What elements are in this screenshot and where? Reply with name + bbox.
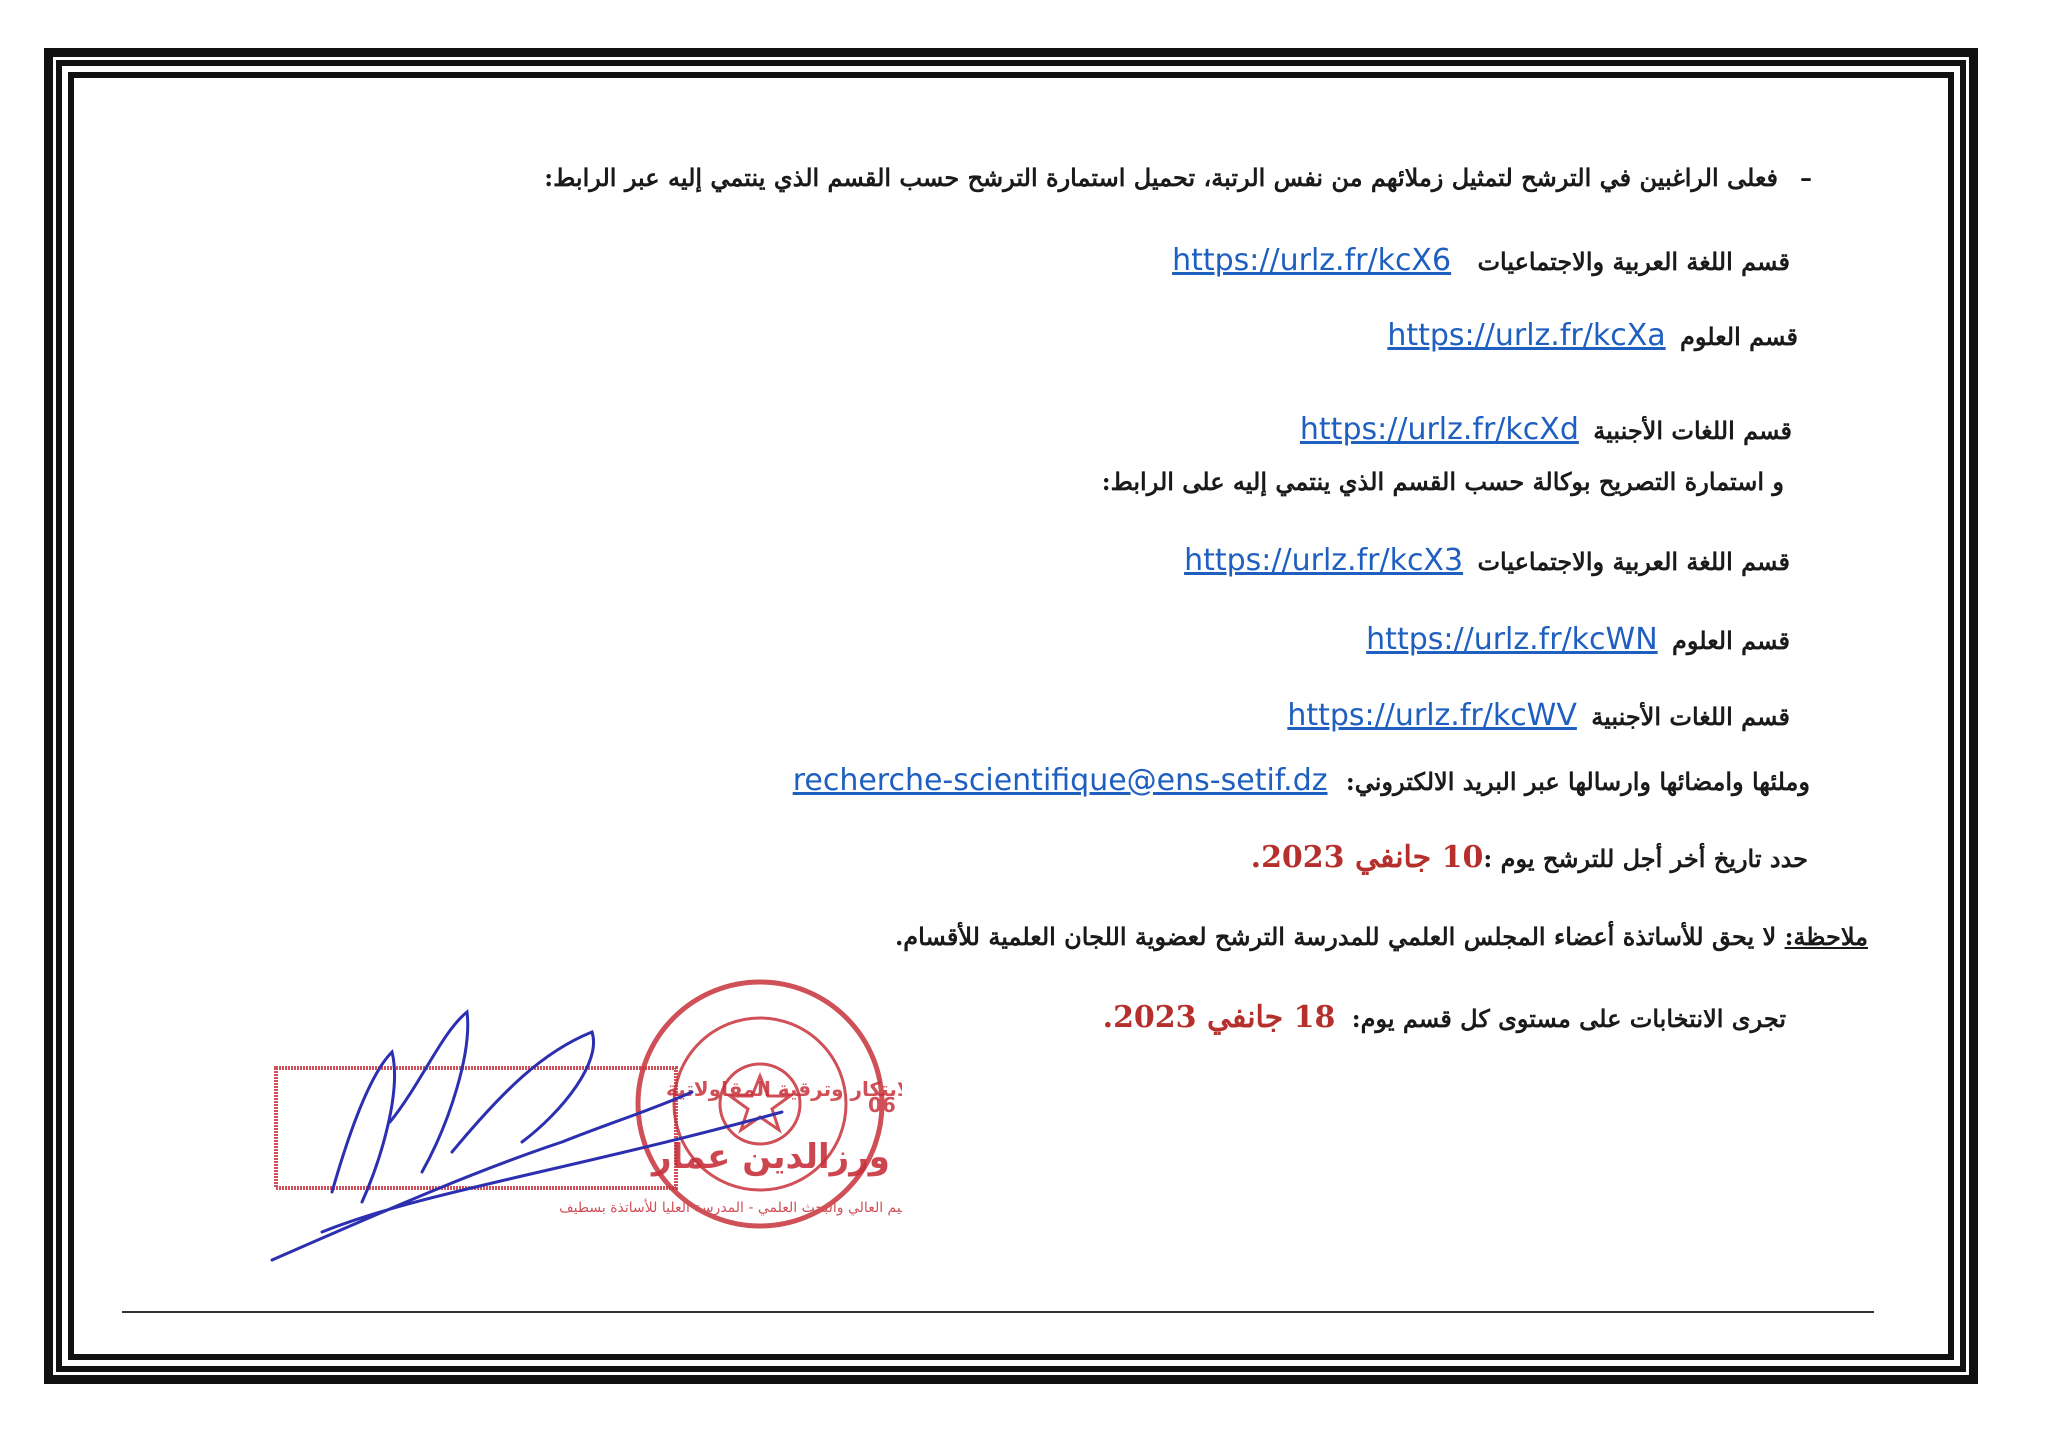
- stamp-graphic: [262, 972, 902, 1272]
- department-label: قسم اللغات الأجنبية: [1591, 702, 1790, 731]
- intro-text: فعلى الراغبين في الترشح لتمثيل زملائهم من نفس الرتبة، تحميل استمارة الترشح حسب القسم الذي ينتمي إليه عبر الرابط:: [544, 163, 1778, 192]
- seal-text: يم العالي والبحث العلمي - المدرسة العليا للأساتذة بسطيف: [559, 1200, 902, 1216]
- seal-code: 06: [868, 1093, 896, 1117]
- footer-divider: [122, 1311, 1874, 1313]
- proxy-link-row: [1366, 622, 1790, 657]
- candidacy-link-row: [1300, 412, 1792, 447]
- submit-text: وملئها وامضائها وارسالها عبر البريد الالكتروني:: [1345, 767, 1810, 796]
- note-text: لا يحق للأساتذة أعضاء المجلس العلمي للمدرسة الترشح لعضوية اللجان العلمية للأقسام.: [894, 922, 1777, 951]
- email-link[interactable]: recherche-scientifique@ens-setif.dz: [792, 763, 1328, 798]
- deadline-date: 10 جانفي 2023.: [1250, 840, 1484, 875]
- intro-paragraph: [544, 163, 1812, 192]
- note-line: [895, 922, 1868, 951]
- submit-line: [793, 763, 1810, 798]
- election-date: 18 جانفي 2023.: [1102, 1000, 1336, 1035]
- department-label: قسم العلوم: [1680, 322, 1798, 351]
- stamp-signatory-title: ابتكار وترقية المقاولاتية: [666, 1077, 902, 1101]
- candidacy-link[interactable]: https://urlz.fr/kcX6: [1172, 243, 1452, 278]
- deadline-line: [1251, 840, 1808, 875]
- department-label: قسم اللغة العربية والاجتماعيات: [1477, 547, 1790, 576]
- proxy-link-row: [1184, 543, 1790, 578]
- department-label: قسم اللغات الأجنبية: [1593, 416, 1792, 445]
- department-label: قسم العلوم: [1672, 626, 1790, 655]
- election-text: تجرى الانتخابات على مستوى كل قسم يوم:: [1351, 1004, 1786, 1033]
- candidacy-link-row: [1172, 243, 1790, 278]
- proxy-link-row: [1287, 698, 1790, 733]
- signature-scribble: [272, 1012, 782, 1260]
- candidacy-link-row: [1387, 318, 1798, 353]
- stamp-signatory-name: ورزالدين عمار: [652, 1137, 890, 1177]
- intro-dash: –: [1800, 163, 1812, 192]
- proxy-link[interactable]: https://urlz.fr/kcWN: [1366, 622, 1658, 657]
- rectangular-stamp-border: [276, 1068, 676, 1188]
- proxy-intro: و استمارة التصريح بوكالة حسب القسم الذي ينتمي إليه على الرابط:: [1101, 467, 1784, 496]
- candidacy-link[interactable]: https://urlz.fr/kcXd: [1299, 412, 1579, 447]
- candidacy-link[interactable]: https://urlz.fr/kcXa: [1387, 318, 1666, 353]
- proxy-link[interactable]: https://urlz.fr/kcWV: [1287, 698, 1577, 733]
- election-line: [1103, 1000, 1786, 1035]
- proxy-link[interactable]: https://urlz.fr/kcX3: [1184, 543, 1464, 578]
- note-label: ملاحظة:: [1784, 922, 1868, 951]
- deadline-text: حدد تاريخ أخر أجل للترشح يوم :: [1483, 844, 1808, 873]
- stamp-signature-block: [262, 972, 902, 1272]
- department-label: قسم اللغة العربية والاجتماعيات: [1477, 247, 1790, 276]
